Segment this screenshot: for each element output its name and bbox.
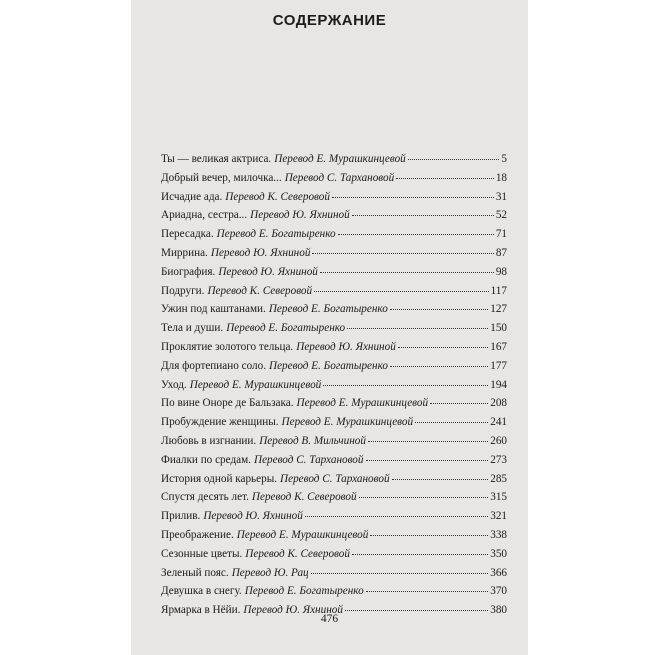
entry-translator: Перевод Е. Мурашкинцевой xyxy=(281,416,414,429)
toc-entry xyxy=(161,488,507,507)
entry-translator: Перевод Е. Мурашкинцевой xyxy=(236,528,369,541)
entry-translator: Перевод Е. Богатыренко xyxy=(268,303,388,316)
toc-entry xyxy=(161,338,507,357)
table-of-contents xyxy=(161,150,507,620)
entry-title: Тела и души. xyxy=(161,322,224,335)
entry-page-number: 52 xyxy=(495,209,507,222)
entry-translator: Перевод Ю. Яхниной xyxy=(203,510,303,523)
entry-page-number: 315 xyxy=(490,491,507,504)
toc-entry xyxy=(161,451,507,470)
toc-entry xyxy=(161,526,507,545)
entry-page-number: 87 xyxy=(495,246,507,259)
entry-title: Ужин под каштанами. xyxy=(161,303,266,316)
toc-entry xyxy=(161,413,507,432)
entry-title: Пересадка. xyxy=(161,228,214,241)
page-number: 476 xyxy=(320,613,339,625)
entry-page-number: 5 xyxy=(501,153,507,165)
dot-leader xyxy=(366,460,489,461)
entry-translator: Перевод Е. Мурашкинцевой xyxy=(274,153,406,165)
entry-translator: Перевод Ю. Яхниной xyxy=(243,604,343,617)
toc-entry xyxy=(161,507,507,526)
toc-entry xyxy=(161,188,507,207)
toc-entry xyxy=(161,582,507,601)
toc-entry xyxy=(161,244,507,263)
entry-title: Спустя десять лет. xyxy=(161,491,249,504)
entry-translator: Перевод С. Тархановой xyxy=(253,453,364,466)
entry-page-number: 380 xyxy=(490,604,507,617)
entry-page-number: 321 xyxy=(490,510,507,523)
entry-page-number: 260 xyxy=(490,434,507,447)
entry-page-number: 350 xyxy=(490,547,507,560)
entry-translator: Перевод С. Тархановой xyxy=(284,171,395,184)
dot-leader xyxy=(408,159,500,160)
toc-entry xyxy=(161,394,507,413)
entry-page-number: 366 xyxy=(490,566,507,579)
entry-translator: Перевод К. Северовой xyxy=(225,190,330,203)
entry-title: Сезонные цветы. xyxy=(161,547,243,560)
entry-page-number: 194 xyxy=(490,378,507,391)
dot-leader xyxy=(396,178,494,179)
page-title: СОДЕРЖАНИЕ xyxy=(272,12,387,29)
entry-title: Ярмарка в Нёйи. xyxy=(161,604,241,617)
toc-entry xyxy=(161,545,507,564)
toc-entry xyxy=(161,470,507,489)
toc-entry xyxy=(161,319,507,338)
entry-page-number: 285 xyxy=(490,472,507,485)
entry-translator: Перевод Ю. Яхниной xyxy=(250,209,350,222)
entry-page-number: 167 xyxy=(490,340,507,353)
entry-page-number: 338 xyxy=(490,528,507,541)
entry-title: Ариадна, сестра... xyxy=(161,209,248,222)
entry-translator: Перевод Ю. Яхниной xyxy=(218,265,318,278)
entry-page-number: 98 xyxy=(495,265,507,278)
entry-translator: Перевод К. Северовой xyxy=(207,284,313,297)
entry-title: История одной карьеры. xyxy=(161,472,278,485)
toc-entry xyxy=(161,282,507,301)
dot-leader xyxy=(347,328,488,329)
entry-title: Преображение. xyxy=(161,528,234,541)
entry-translator: Перевод К. Северовой xyxy=(245,547,350,560)
entry-title: По вине Оноре де Бальзака. xyxy=(161,397,294,410)
dot-leader xyxy=(311,573,489,574)
toc-entry xyxy=(161,169,507,188)
entry-title: Миррина. xyxy=(161,246,208,259)
dot-leader xyxy=(392,479,489,480)
entry-title: Любовь в изгнании. xyxy=(161,434,257,447)
dot-leader xyxy=(366,591,489,592)
entry-title: Уход. xyxy=(161,378,187,391)
dot-leader xyxy=(345,610,488,611)
entry-title: Добрый вечер, милочка... xyxy=(161,171,282,184)
dot-leader xyxy=(320,272,494,273)
entry-title: Биография. xyxy=(161,265,216,278)
entry-title: Пробуждение женщины. xyxy=(161,416,279,429)
entry-title: Исчадие ада. xyxy=(161,190,223,203)
entry-translator: Перевод Ю. Яхниной xyxy=(210,246,311,259)
entry-translator: Перевод Е. Богатыренко xyxy=(216,228,336,241)
entry-page-number: 31 xyxy=(495,190,507,203)
entry-translator: Перевод В. Мильчиной xyxy=(259,434,366,447)
entry-title: Подруги. xyxy=(161,284,205,297)
entry-page-number: 208 xyxy=(490,397,507,410)
entry-page-number: 370 xyxy=(490,585,507,598)
dot-leader xyxy=(398,347,488,348)
dot-leader xyxy=(305,516,488,517)
book-page xyxy=(131,0,528,655)
toc-entry xyxy=(161,432,507,451)
entry-title: Фиалки по средам. xyxy=(161,453,251,466)
dot-leader xyxy=(352,215,494,216)
dot-leader xyxy=(370,535,488,536)
entry-page-number: 71 xyxy=(495,228,507,241)
dot-leader xyxy=(415,422,488,423)
entry-page-number: 150 xyxy=(490,322,507,335)
dot-leader xyxy=(430,403,488,404)
toc-entry xyxy=(161,376,507,395)
entry-translator: Перевод Е. Богатыренко xyxy=(244,585,364,598)
entry-translator: Перевод Ю. Яхниной xyxy=(296,340,396,353)
toc-entry xyxy=(161,225,507,244)
dot-leader xyxy=(359,497,489,498)
dot-leader xyxy=(314,291,489,292)
entry-page-number: 177 xyxy=(490,359,507,372)
entry-translator: Перевод К. Северовой xyxy=(251,491,357,504)
entry-title: Ты — великая актриса. xyxy=(161,153,272,165)
entry-translator: Перевод Е. Мурашкинцевой xyxy=(296,397,429,410)
dot-leader xyxy=(332,197,494,198)
dot-leader xyxy=(312,253,493,254)
dot-leader xyxy=(390,309,488,310)
toc-entry xyxy=(161,564,507,583)
entry-translator: Перевод Е. Богатыренко xyxy=(269,359,388,372)
entry-page-number: 18 xyxy=(495,171,507,184)
toc-entry xyxy=(161,300,507,319)
dot-leader xyxy=(338,234,494,235)
entry-page-number: 241 xyxy=(490,416,507,429)
toc-entry xyxy=(161,357,507,376)
entry-title: Проклятие золотого тельца. xyxy=(161,340,294,353)
entry-page-number: 127 xyxy=(490,303,507,316)
dot-leader xyxy=(323,385,488,386)
entry-page-number: 273 xyxy=(490,453,507,466)
dot-leader xyxy=(390,366,488,367)
toc-entry xyxy=(161,150,507,169)
entry-title: Зеленый пояс. xyxy=(161,566,229,579)
entry-title: Для фортепиано соло. xyxy=(161,359,267,372)
dot-leader xyxy=(352,554,488,555)
entry-translator: Перевод Е. Богатыренко xyxy=(226,322,346,335)
entry-title: Прилив. xyxy=(161,510,201,523)
toc-entry xyxy=(161,206,507,225)
entry-page-number: 117 xyxy=(490,284,507,297)
entry-title: Девушка в снегу. xyxy=(161,585,242,598)
dot-leader xyxy=(368,441,488,442)
toc-entry xyxy=(161,263,507,282)
entry-translator: Перевод Ю. Рац xyxy=(231,566,309,579)
entry-translator: Перевод Е. Мурашкинцевой xyxy=(189,378,322,391)
entry-translator: Перевод С. Тархановой xyxy=(280,472,390,485)
